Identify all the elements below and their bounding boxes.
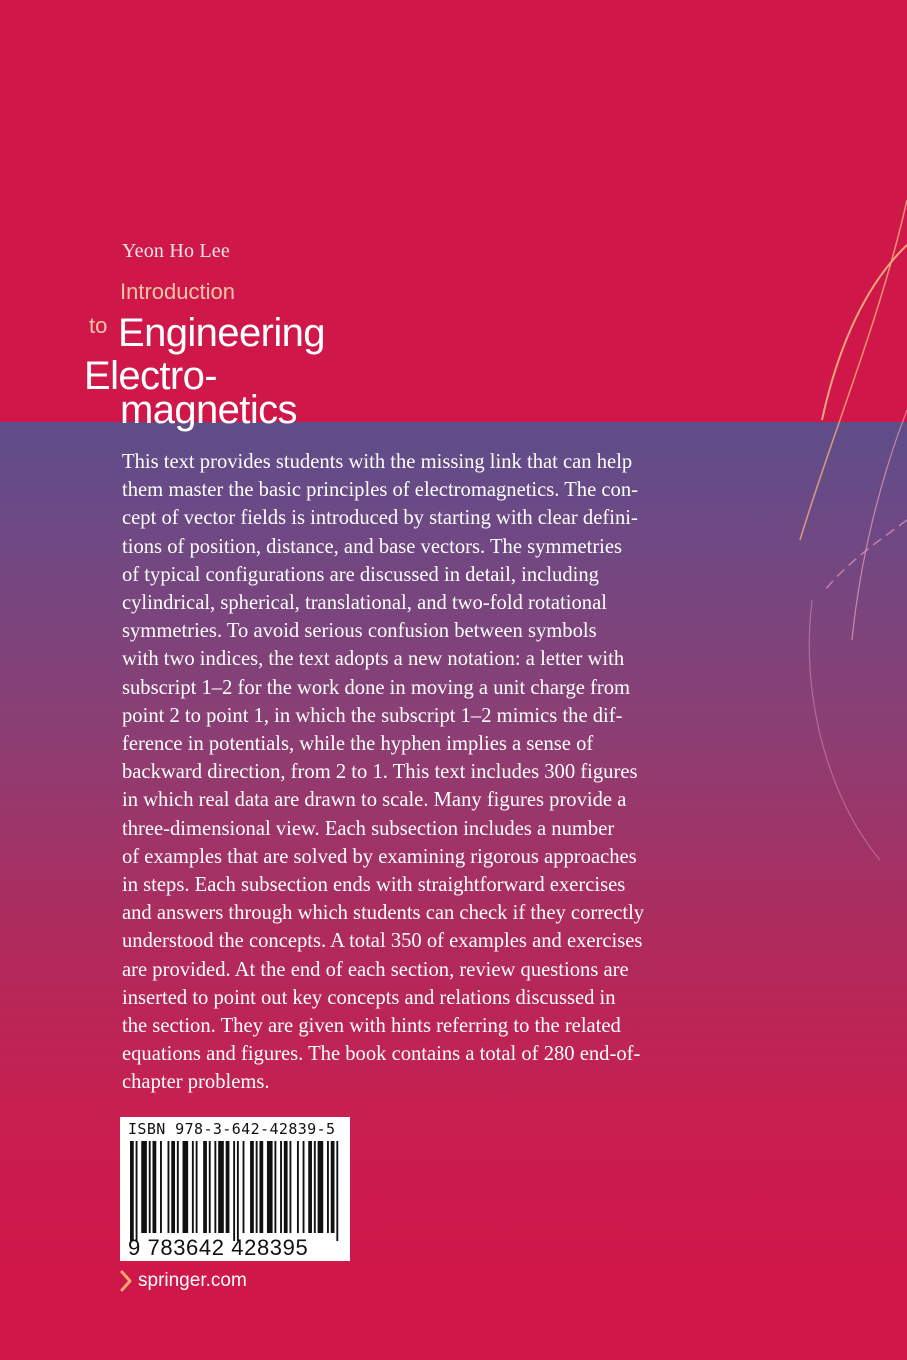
barcode-bars [130, 1141, 342, 1241]
barcode-bar [209, 1141, 211, 1233]
barcode-bar [196, 1141, 198, 1233]
barcode-bar [192, 1141, 194, 1233]
barcode-bar [284, 1141, 288, 1233]
barcode-bar [336, 1141, 338, 1241]
barcode-bar [259, 1141, 263, 1233]
orange-arc [822, 245, 907, 420]
barcode-bar [171, 1141, 175, 1233]
blurb-line: and answers through which students can check if they correctly [122, 902, 645, 925]
blurb-line: in steps. Each subsection ends with straightforward exercises [122, 874, 626, 897]
barcode-bar [226, 1141, 230, 1233]
barcode-bar [267, 1141, 273, 1233]
barcode-bar [256, 1141, 258, 1233]
barcode-bar [314, 1141, 316, 1233]
title-to: to [89, 313, 108, 338]
title-line-2: Electro- [84, 354, 218, 398]
barcode-bar [280, 1141, 282, 1233]
isbn-label: ISBN 978-3-642-42839-5 [128, 1120, 336, 1138]
barcode-bar [168, 1141, 170, 1233]
author-name: Yeon Ho Lee [122, 240, 230, 262]
barcode-bar [130, 1141, 134, 1241]
barcode-bar [149, 1141, 151, 1233]
barcode-digits: 9 783642 428395 [128, 1235, 309, 1260]
blurb-line: tions of position, distance, and base vectors. The symmetries [122, 535, 623, 558]
blurb-line: backward direction, from 2 to 1. This text includes 300 figures [122, 761, 638, 784]
barcode-bar [237, 1141, 239, 1241]
chevron-right-icon [120, 1270, 132, 1292]
blurb-line: understood the concepts. A total 350 of examples and exercises [122, 930, 643, 953]
blurb-line: point 2 to point 1, in which the subscript 1–2 mimics the dif- [122, 704, 623, 727]
book-description [122, 448, 722, 1097]
dashed-arc [825, 520, 907, 590]
publisher-url: springer.com [138, 1270, 247, 1291]
title-line-1: Engineering [118, 311, 325, 355]
lower-arc [809, 600, 880, 860]
barcode-bar [303, 1141, 305, 1233]
barcode-bar [203, 1141, 207, 1233]
barcode-bar [243, 1141, 245, 1233]
isbn-barcode [120, 1117, 350, 1261]
barcode-bar [160, 1141, 162, 1233]
blurb-line: in which real data are drawn to scale. Many figures provide a [122, 789, 627, 812]
barcode-bar [141, 1141, 147, 1233]
barcode-bar [136, 1141, 138, 1241]
blurb-line: ference in potentials, while the hyphen implies a sense of [122, 733, 594, 756]
blurb-line: symmetries. To avoid serious confusion between symbols [122, 620, 597, 643]
barcode-bar [318, 1141, 324, 1233]
blurb-line: cylindrical, spherical, translational, and two-fold rotational [122, 592, 607, 615]
blurb-line: three-dimensional view. Each subsection includes a number [122, 817, 615, 840]
barcode-bar [233, 1141, 235, 1241]
gold-arc [800, 200, 907, 540]
blurb-line: cept of vector fields is introduced by starting with clear defini- [122, 507, 638, 530]
barcode-bar [308, 1141, 312, 1233]
barcode-bar [153, 1141, 157, 1233]
barcode-bar [177, 1141, 179, 1233]
blurb-line: equations and figures. The book contains a total of 280 end-of- [122, 1043, 641, 1066]
barcode-bar [331, 1141, 335, 1233]
pale-arc [852, 410, 907, 640]
barcode-bar [274, 1141, 276, 1233]
blurb-line: of typical configurations are discussed in detail, including [122, 563, 599, 586]
blurb-line: This text provides students with the missing link that can help [122, 451, 633, 473]
blurb-line: are provided. At the end of each section, review questions are [122, 958, 629, 981]
barcode-bar [183, 1141, 189, 1233]
barcode-bar [297, 1141, 299, 1233]
blurb-line: inserted to point out key concepts and relations discussed in [122, 986, 616, 1009]
title-line-3: magnetics [120, 388, 297, 432]
blurb-line: chapter problems. [122, 1071, 270, 1094]
blurb-line: of examples that are solved by examining rigorous approaches [122, 845, 637, 868]
blurb-line: with two indices, the text adopts a new notation: a letter with [122, 648, 625, 671]
blurb-line: them master the basic principles of electromagnetics. The con- [122, 479, 638, 502]
blurb-line: the section. They are given with hints referring to the related [122, 1015, 621, 1038]
publisher-link[interactable] [120, 1270, 247, 1292]
barcode-bar [250, 1141, 254, 1233]
title-intro: Introduction [120, 279, 235, 304]
blurb-line: subscript 1–2 for the work done in moving a unit charge from [122, 676, 631, 699]
barcode-bar [327, 1141, 329, 1233]
barcode-bar [289, 1141, 291, 1233]
barcode-bar [218, 1141, 224, 1233]
barcode-bar [214, 1141, 216, 1233]
